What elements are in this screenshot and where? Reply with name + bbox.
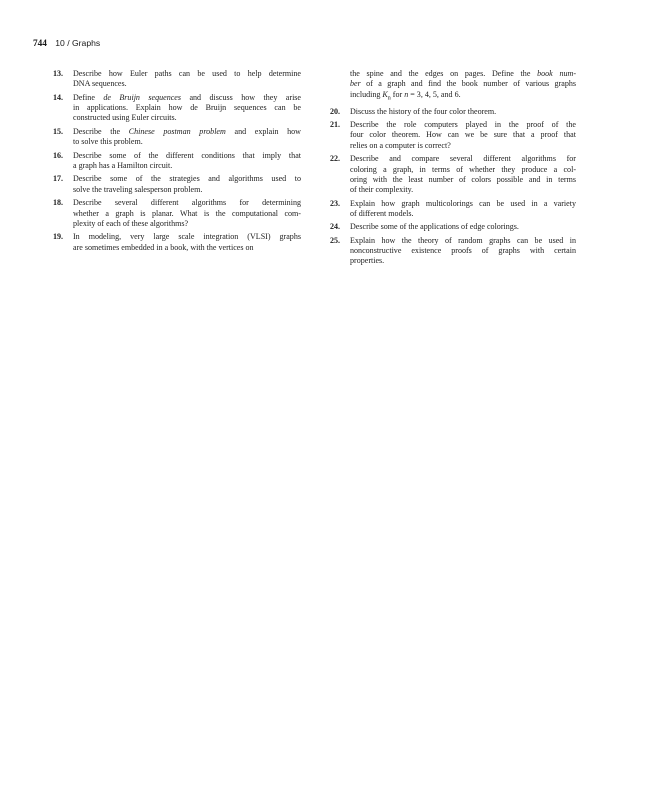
text-line: Describe how Euler paths can be used to help determine: [73, 69, 301, 78]
text-line: to solve this problem.: [73, 137, 143, 147]
text-line: a graph has a Hamilton circuit.: [73, 160, 173, 170]
exercise-item: [53, 198, 301, 229]
text-line: are sometimes embedded in a book, with the vertices on: [73, 242, 254, 252]
text-line: including $K_n$ for n = 3, 4, 5, and 6.: [350, 89, 461, 102]
exercise-number: 20.: [330, 106, 341, 116]
exercise-item: [53, 69, 301, 90]
exercise-item: [53, 151, 301, 172]
text-line: solve the traveling salesperson problem.: [73, 184, 203, 194]
text-line: coloring a graph, in terms of whether they produce a col-: [350, 164, 576, 174]
right-column: [330, 69, 576, 267]
text-line: oring with the least number of colors possible and in terms: [350, 174, 576, 184]
text-line: Describe the role computers played in the proof of the: [350, 120, 576, 130]
text-line: Describe some of the applications of edge colorings.: [350, 222, 519, 232]
exercise-number: 25.: [330, 235, 341, 245]
exercise-number: 22.: [330, 154, 341, 164]
exercise-19-continuation: [330, 69, 576, 104]
text-line: DNA sequences.: [73, 79, 127, 89]
exercise-number: 18.: [53, 198, 64, 208]
exercise-item: [330, 107, 576, 117]
exercise-item: [53, 232, 301, 253]
text-line: Explain how the theory of random graphs can be used in: [350, 235, 576, 245]
text-line: ber of a graph and find the book number of various graphs: [350, 79, 576, 89]
exercise-number: 15.: [53, 126, 64, 136]
exercise-item: [53, 127, 301, 148]
exercise-number: 23.: [330, 198, 341, 208]
chapter-title: 10 / Graphs: [55, 38, 101, 48]
text-line: Explain how graph multicolorings can be used in a variety: [350, 198, 576, 208]
text-line: constructed using Euler circuits.: [73, 113, 177, 123]
exercise-item: [330, 154, 576, 195]
exercise-number: 14.: [53, 92, 64, 102]
left-column: [53, 69, 301, 253]
exercise-item: [53, 93, 301, 124]
text-line: of their complexity.: [350, 185, 414, 195]
text-line: Describe some of the strategies and algorithms used to: [73, 174, 301, 184]
text-line: four color theorem. How can we be sure that a proof that: [350, 130, 576, 140]
text-line: Describe some of the different conditions that imply that: [73, 150, 301, 160]
text-line: Describe and compare several different algorithms for: [350, 154, 576, 164]
text-line: Discuss the history of the four color theorem.: [350, 106, 497, 116]
page-number: 744: [33, 39, 47, 49]
text-line: whether a graph is planar. What is the computational com-: [73, 208, 301, 218]
exercise-number: 19.: [53, 232, 64, 242]
text-line: in applications. Explain how de Bruijn sequences can be: [73, 103, 301, 113]
exercise-item: [330, 222, 576, 232]
text-line: relies on a computer is correct?: [350, 140, 451, 150]
text-line: the spine and the edges on pages. Define the book num-: [350, 69, 577, 78]
text-line: plexity of each of these algorithms?: [73, 218, 189, 228]
text-line: nonconstructive existence proofs of graphs with certain: [350, 246, 576, 256]
exercise-number: 13.: [53, 69, 64, 78]
text-line: In modeling, very large scale integration (VLSI) graphs: [73, 232, 301, 242]
text-line: properties.: [350, 256, 385, 266]
text-line: Define de Bruijn sequences and discuss how they arise: [73, 92, 302, 102]
text-line: Describe several different algorithms for determining: [73, 198, 301, 208]
exercise-number: 16.: [53, 150, 64, 160]
text-line: Describe the Chinese postman problem and explain how: [73, 126, 301, 136]
exercise-item: [53, 174, 301, 195]
exercise-number: 21.: [330, 120, 341, 130]
exercise-number: 24.: [330, 222, 341, 232]
exercise-number: 17.: [53, 174, 64, 184]
running-head: [33, 38, 333, 52]
exercise-item: [330, 120, 576, 151]
exercise-item: [330, 199, 576, 220]
exercise-item: [330, 236, 576, 267]
text-line: of different models.: [350, 208, 414, 218]
